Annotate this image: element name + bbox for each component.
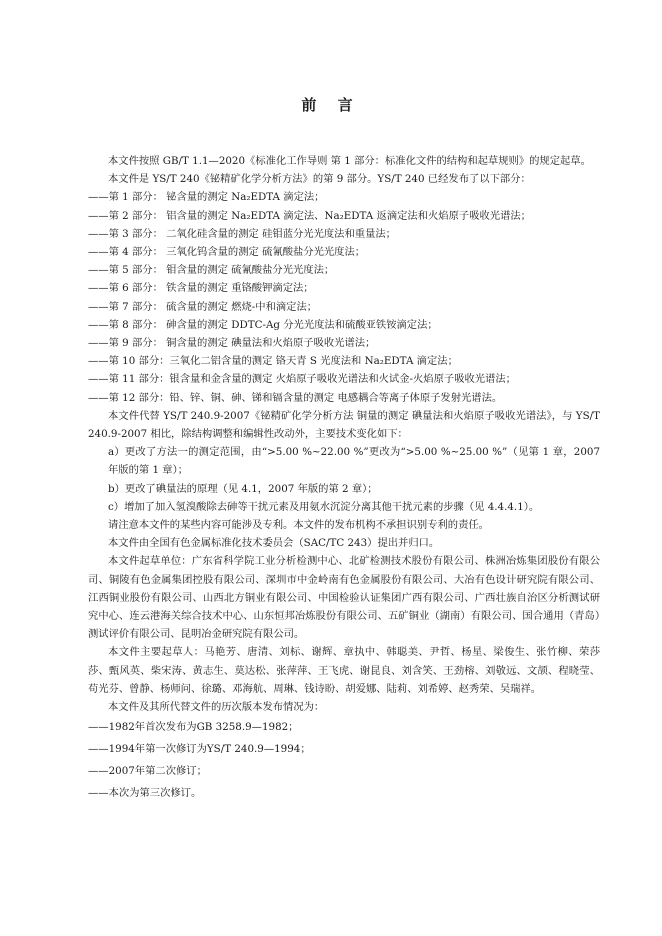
list-item: ——第 3 部分： 二氧化硅含量的测定 硅钼蓝分光光度法和重量法； <box>88 227 396 240</box>
list-item: ——本次为第三次修订。 <box>88 787 202 800</box>
page-title: 前 言 <box>301 96 361 114</box>
list-item: ——第 2 部分： 铝含量的测定 Na₂EDTA 滴定法、Na₂EDTA 返滴定法和火焰原子吸收光谱法； <box>88 209 531 222</box>
list-item: ——第 8 部分： 砷含量的测定 DDTC-Ag 分光光度法和硫酸亚铁铵滴定法； <box>88 318 438 331</box>
authors-paragraph: 本文件主要起草人：马艳芳、唐清、刘标、谢辉、章执中、韩聪美、尹哲、杨星、梁俊生、张竹柳、荣莎莎、甄风英、柴宋涛、黄志生、莫达松、张萍萍、王飞虎、谢昆良、刘含笑、王劲榕、刘敬远、文颉、程晓莹、苟光芬、曾静、杨师问、徐璐、邓海航、周琳、钱诗盼、胡爱娜、陆莉、刘希婷、赵秀荣、吴瑞祥。 <box>88 646 600 695</box>
changes-list <box>88 443 600 516</box>
list-item: ——第 12 部分：铅、锌、铜、砷、锑和镉含量的测定 电感耦合等离子体原子发射光谱法。 <box>88 391 503 404</box>
list-item: b）更改了碘量法的原理（见 4.1，2007 年版的第 2 章）； <box>108 482 378 495</box>
units-paragraph: 本文件起草单位：广东省科学院工业分析检测中心、北矿检测技术股份有限公司、株洲冶炼集团股份有限公司、铜陵有色金属集团控股有限公司、深圳市中金岭南有色金属股份有限公司、大冶有色设计研究院有限公司、江西铜业股份有限公司、山西北方铜业有限公司、中国检验认证集团广西有限公司、广西壮族自治区分析测试研究中心、连云港海关综合技术中心、山东恒邦冶炼股份有限公司、五矿铜业（湖南）有限公司、国合通用（青岛）测试评价有限公司、昆明冶金研究院有限公司。 <box>88 555 600 641</box>
list-item: ——第 10 部分：三氧化二铝含量的测定 铬天青 S 光度法和 Na₂EDTA 滴定法； <box>88 355 458 368</box>
patent-paragraph: 请注意本文件的某些内容可能涉及专利。本文件的发布机构不承担识别专利的责任。 <box>108 519 489 532</box>
parts-list <box>88 188 600 406</box>
list-item: a）更改了方法一的测定范围，由“>5.00 %~22.00 %”更改为“>5.00 %~25.00 %”（见第 1 章，2007 年版的第 1 章）； <box>108 446 600 477</box>
list-item: c）增加了加入氢溴酸除去砷等干扰元素及用氨水沉淀分离其他干扰元素的步骤（见 4.4.4.1）。 <box>108 500 540 513</box>
committee-paragraph: 本文件由全国有色金属标准化技术委员会（SAC/TC 243）提出并归口。 <box>108 537 440 550</box>
history-list <box>88 716 600 804</box>
list-item: ——第 6 部分： 铁含量的测定 重铬酸钾滴定法； <box>88 282 314 295</box>
history-paragraph: 本文件及其所代替文件的历次版本发布情况为： <box>108 701 325 714</box>
list-item: ——第 5 部分： 钼含量的测定 硫氰酸盐分光光度法； <box>88 264 335 277</box>
part-paragraph: 本文件是 YS/T 240《铋精矿化学分析方法》的第 9 部分。YS/T 240 已经发布了以下部分： <box>108 173 531 186</box>
list-item: ——2007年第二次修订； <box>88 765 207 778</box>
replace-paragraph: 本文件代替 YS/T 240.9-2007《铋精矿化学分析方法 铜量的测定 碘量法和火焰原子吸收光谱法》，与 YS/T 240.9-2007 相比，除结构调整和编辑性改动外，主要技术变化如下： <box>88 409 600 441</box>
list-item: ——第 1 部分： 铋含量的测定 Na₂EDTA 滴定法； <box>88 191 325 204</box>
document-body <box>88 152 600 804</box>
list-item: ——第 9 部分： 铜含量的测定 碘量法和火焰原子吸收光谱法； <box>88 337 376 350</box>
list-item: ——1982年首次发布为GB 3258.9—1982； <box>88 721 299 734</box>
list-item: ——1994年第一次修订为YS/T 240.9—1994； <box>88 743 311 756</box>
list-item: ——第 4 部分： 三氧化钨含量的测定 硫氰酸盐分光光度法； <box>88 246 366 259</box>
intro-paragraph: 本文件按照 GB/T 1.1—2020《标准化工作导则 第 1 部分：标准化文件的结构和起草规则》的规定起草。 <box>108 155 591 167</box>
list-item: ——第 11 部分：银含量和金含量的测定 火焰原子吸收光谱法和火试金-火焰原子吸收光谱法； <box>88 373 516 386</box>
list-item: ——第 7 部分： 硫含量的测定 燃烧-中和滴定法； <box>88 300 318 313</box>
